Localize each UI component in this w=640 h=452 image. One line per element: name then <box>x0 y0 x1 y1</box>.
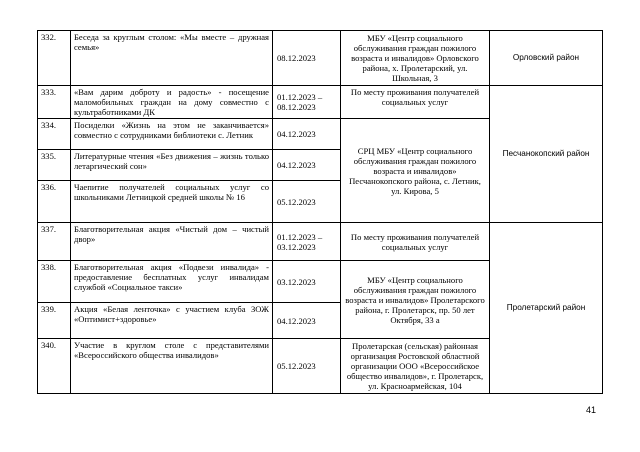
district-name: Пролетарский район <box>490 223 603 394</box>
event-name: Участие в круглом столе с представителями «Всероссийского общества инвалидов» <box>71 339 273 394</box>
row-number: 335. <box>38 150 71 181</box>
organization: СРЦ МБУ «Центр социального обслуживания граждан пожилого возраста и инвалидов» Песчанокопского района, с. Летник, ул. Кирова, 5 <box>341 119 490 223</box>
event-name: Литературные чтения «Без движения – жизнь только летаргический сон» <box>71 150 273 181</box>
event-date: 05.12.2023 <box>273 339 341 394</box>
row-number: 339. <box>38 303 71 339</box>
row-number: 332. <box>38 31 71 86</box>
event-name: Беседа за круглым столом: «Мы вместе – дружная семья» <box>71 31 273 86</box>
row-number: 336. <box>38 181 71 223</box>
page-number: 41 <box>586 405 597 415</box>
event-date: 08.12.2023 <box>273 31 341 86</box>
event-date: 04.12.2023 <box>273 303 341 339</box>
district-name: Песчанокопский район <box>490 86 603 223</box>
table-row <box>38 223 603 261</box>
event-date: 04.12.2023 <box>273 119 341 150</box>
organization: По месту проживания получателей социальных услуг <box>341 86 490 119</box>
table-row <box>38 31 603 86</box>
event-date: 03.12.2023 <box>273 261 341 303</box>
row-number: 333. <box>38 86 71 119</box>
events-table <box>37 30 603 394</box>
table-row <box>38 86 603 119</box>
row-number: 340. <box>38 339 71 394</box>
row-number: 334. <box>38 119 71 150</box>
event-name: Благотворительная акция «Чистый дом – чистый двор» <box>71 223 273 261</box>
event-name: Благотворительная акция «Подвези инвалида» - предоставление бесплатных услуг инвалидам службой «Социальное такси» <box>71 261 273 303</box>
event-name: Акция «Белая ленточка» с участием клуба ЗОЖ «Оптимист+здоровье» <box>71 303 273 339</box>
event-date: 05.12.2023 <box>273 181 341 223</box>
event-date: 04.12.2023 <box>273 150 341 181</box>
organization: МБУ «Центр социального обслуживания граждан пожилого возраста и инвалидов» Пролетарского района, г. Пролетарск, пр. 50 лет Октября, 33 а <box>341 261 490 339</box>
district-name: Орловский район <box>490 31 603 86</box>
row-number: 338. <box>38 261 71 303</box>
event-name: «Вам дарим доброту и радость» - посещение маломобильных граждан на дому совместно с культработниками ДК <box>71 86 273 119</box>
event-name: Чаепитие получателей социальных услуг со школьниками Летницкой средней школы № 16 <box>71 181 273 223</box>
organization: Пролетарская (сельская) районная организация Ростовской областной организации ООО «Всероссийское общество инвалидов», г. Пролетарск, ул. Красноармейская, 104 <box>341 339 490 394</box>
organization: По месту проживания получателей социальных услуг <box>341 223 490 261</box>
row-number: 337. <box>38 223 71 261</box>
event-date: 01.12.2023 – 03.12.2023 <box>273 223 341 261</box>
organization: МБУ «Центр социального обслуживания граждан пожилого возраста и инвалидов» Орловского района, х. Пролетарский, ул. Школьная, 3 <box>341 31 490 86</box>
event-name: Посиделки «Жизнь на этом не заканчивается» совместно с сотрудниками библиотеки с. Летник <box>71 119 273 150</box>
event-date: 01.12.2023 – 08.12.2023 <box>273 86 341 119</box>
